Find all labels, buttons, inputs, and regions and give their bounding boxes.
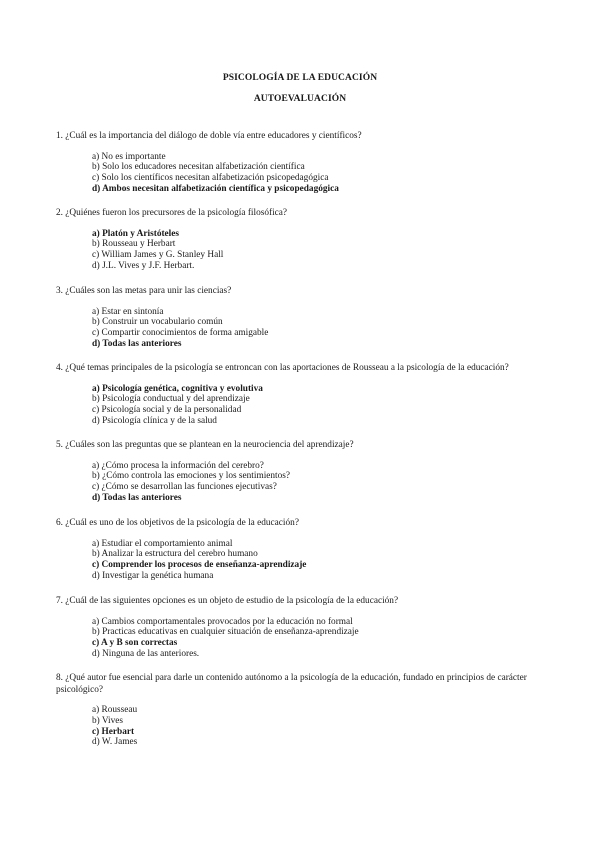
question-5 <box>56 440 556 504</box>
option-c: c) ¿Cómo se desarrollan las funciones ejecutivas? <box>92 482 277 493</box>
option-c: c) Compartir conocimientos de forma amigable <box>92 328 269 339</box>
document-title: PSICOLOGÍA DE LA EDUCACIÓN <box>222 73 378 83</box>
answer-options <box>92 617 556 660</box>
option-c: c) Psicología social y de la personalidad <box>92 405 242 416</box>
option-c: c) William James y G. Stanley Hall <box>92 250 224 261</box>
option-a: a) No es importante <box>92 151 166 162</box>
question-text: 1. ¿Cuál es la importancia del diálogo de doble vía entre educadores y científicos? <box>56 131 362 141</box>
question-text: 4. ¿Qué temas principales de la psicología se entroncan con las aportaciones de Rousseau a la psicología de la educación? <box>56 363 509 373</box>
question-text: 5. ¿Cuáles son las preguntas que se plantean en la neurociencia del aprendizaje? <box>56 440 354 450</box>
answer-options <box>92 461 556 504</box>
answer-options <box>92 307 556 350</box>
question-3 <box>56 286 556 350</box>
answer-options <box>92 705 556 748</box>
document-subtitle: AUTOEVALUACIÓN <box>253 94 347 104</box>
option-d: d) J.L. Vives y J.F. Herbart. <box>92 260 195 271</box>
option-b: b) ¿Cómo controla las emociones y los sentimientos? <box>92 471 291 482</box>
option-b: b) Solo los educadores necesitan alfabetización científica <box>92 162 305 173</box>
question-4 <box>56 363 556 427</box>
option-a-correct: a) Psicología genética, cognitiva y evolutiva <box>92 383 263 394</box>
question-7 <box>56 596 556 660</box>
option-d-correct: d) Todas las anteriores <box>92 338 182 349</box>
option-b: b) Practicas educativas en cualquier situación de enseñanza-aprendizaje <box>92 627 359 638</box>
option-a: a) ¿Cómo procesa la información del cerebro? <box>92 460 264 471</box>
option-d-correct: d) Ambos necesitan alfabetización científica y psicopedagógica <box>92 183 339 194</box>
question-8 <box>56 673 556 748</box>
option-c-correct: c) Comprender los procesos de enseñanza-aprendizaje <box>92 560 307 571</box>
option-a: a) Rousseau <box>92 705 138 715</box>
answer-options <box>92 539 556 582</box>
option-b: b) Vives <box>92 715 124 726</box>
answer-options <box>92 384 556 427</box>
option-a: a) Estudiar el comportamiento animal <box>92 538 233 549</box>
option-b: b) Rousseau y Herbart <box>92 239 176 250</box>
option-b: b) Psicología conductual y del aprendizaje <box>92 394 250 405</box>
option-c-correct: c) Herbart <box>92 726 135 737</box>
option-d-correct: d) Todas las anteriores <box>92 492 182 503</box>
option-a: a) Cambios comportamentales provocados por la educación no formal <box>92 616 353 627</box>
option-c: c) Solo los científicos necesitan alfabetización psicopedagógica <box>92 173 329 184</box>
question-text: 7. ¿Cuál de las siguientes opciones es un objeto de estudio de la psicología de la educación? <box>56 596 399 606</box>
question-1 <box>56 131 556 195</box>
option-a-correct: a) Platón y Aristóteles <box>92 228 180 239</box>
answer-options <box>92 229 556 272</box>
question-2 <box>56 208 556 272</box>
answer-options <box>92 152 556 195</box>
option-d: d) Psicología clínica y de la salud <box>92 415 217 426</box>
option-c-correct: c) A y B son correctas <box>92 638 178 649</box>
question-text: 3. ¿Cuáles son las metas para unir las ciencias? <box>56 286 232 296</box>
question-text: 2. ¿Quiénes fueron los precursores de la psicología filosófica? <box>56 208 288 218</box>
question-text: 6. ¿Cuál es uno de los objetivos de la psicología de la educación? <box>56 518 299 528</box>
option-b: b) Construir un vocabulario común <box>92 317 223 328</box>
question-text: 8. ¿Qué autor fue esencial para darle un contenido autónomo a la psicología de la educación, fundado en principios de carácter psicológico? <box>56 673 527 695</box>
option-b: b) Analizar la estructura del cerebro humano <box>92 549 258 560</box>
option-d: d) Investigar la genética humana <box>92 570 214 581</box>
option-d: d) W. James <box>92 737 138 748</box>
option-d: d) Ninguna de las anteriores. <box>92 648 200 659</box>
question-6 <box>56 518 556 582</box>
option-a: a) Estar en sintonía <box>92 306 164 317</box>
